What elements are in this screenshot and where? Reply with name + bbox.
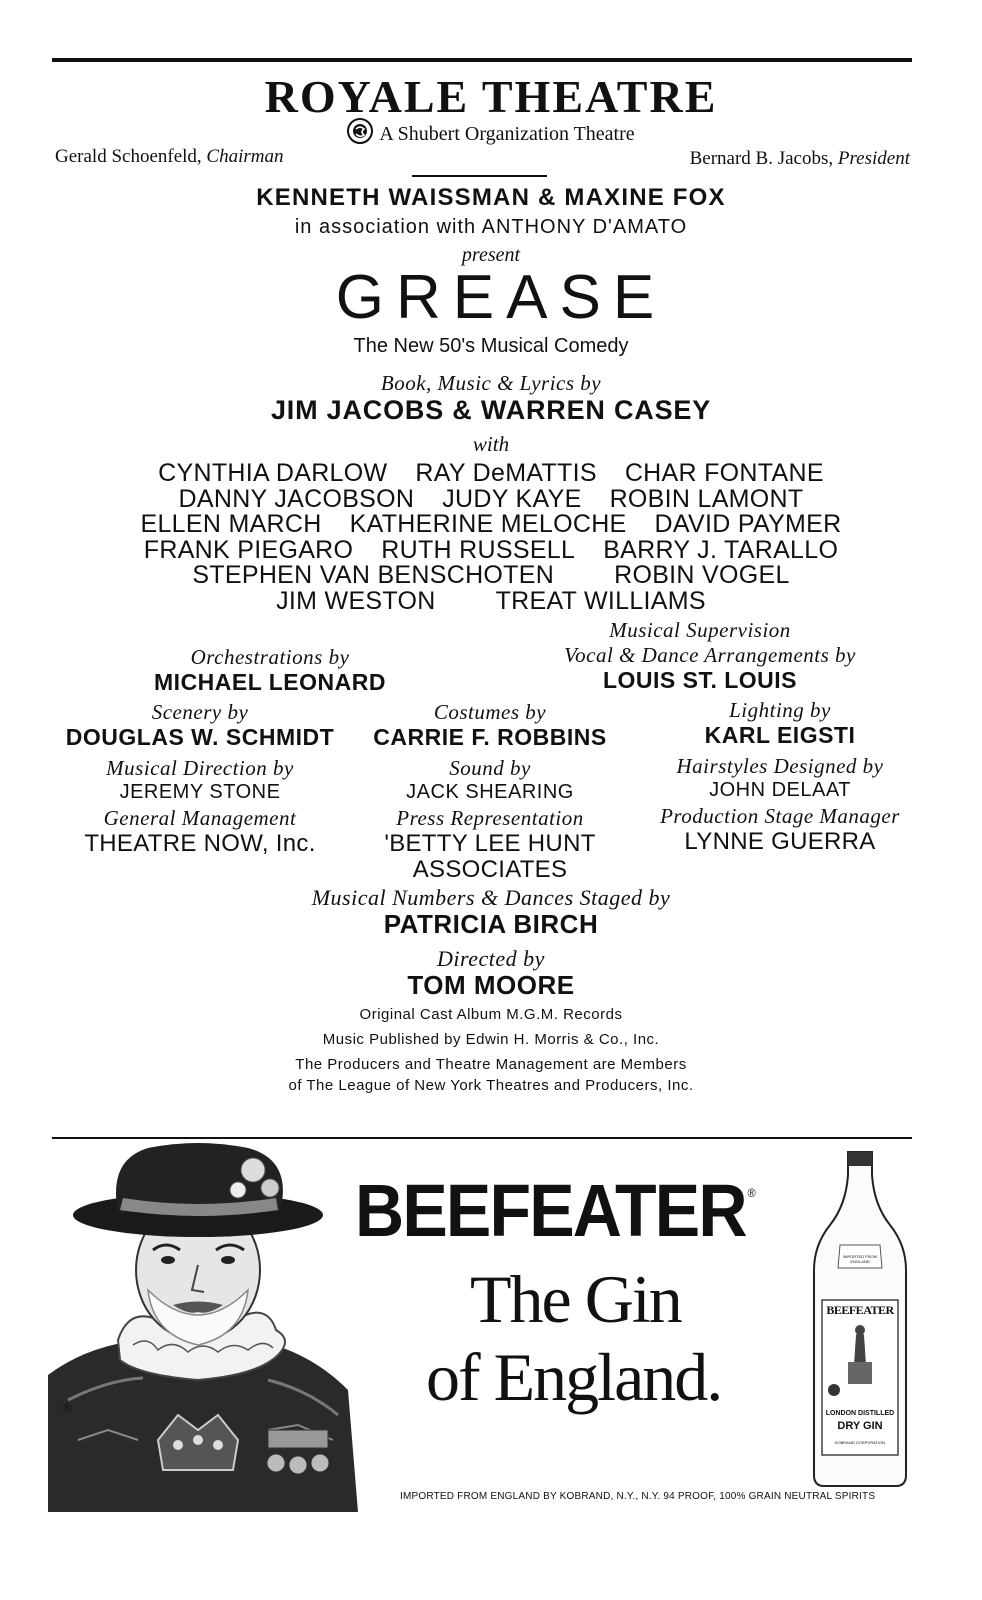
producers-names: KENNETH WAISSMAN & MAXINE FOX xyxy=(256,184,726,211)
general-management-name: THEATRE NOW, Inc. xyxy=(84,830,316,857)
musical-direction-name: JEREMY STONE xyxy=(119,781,281,803)
stage-manager-name: LYNNE GUERRA xyxy=(684,828,876,855)
cast-row xyxy=(0,561,982,590)
president-title: President xyxy=(837,148,910,169)
producers-association: in association with ANTHONY D'AMATO xyxy=(294,216,688,238)
cast-member: JIM WESTON xyxy=(276,587,436,615)
cast-member: BARRY J. TARALLO xyxy=(603,536,839,564)
beefeater-guard-illustration xyxy=(48,1140,368,1512)
with-label: with xyxy=(472,432,510,456)
hairstyles-name: JOHN DELAAT xyxy=(709,779,851,801)
ad-brand-text: BEEFEATER xyxy=(355,1169,746,1252)
present-label: present xyxy=(461,244,521,266)
cast-member: RAY DeMATTIS xyxy=(415,459,597,487)
musical-supervision-label: Musical Supervision xyxy=(609,618,791,642)
ad-divider xyxy=(52,1137,912,1139)
press-label: Press Representation xyxy=(396,806,584,830)
president-credit xyxy=(690,148,910,170)
show-title: GREASE xyxy=(335,263,667,332)
cast-member: TREAT WILLIAMS xyxy=(495,587,706,615)
organization-line xyxy=(0,118,982,146)
scenery-name: DOUGLAS W. SCHMIDT xyxy=(65,724,335,750)
bottle-label-line-1: LONDON DISTILLED xyxy=(825,1410,895,1417)
directed-name: TOM MOORE xyxy=(407,970,575,1000)
cast-member: JUDY KAYE xyxy=(442,485,582,513)
publisher-credit: Music Published by Edwin H. Morris & Co., Inc. xyxy=(322,1031,660,1048)
musical-direction-label: Musical Direction by xyxy=(106,756,294,780)
stage-manager-label: Production Stage Manager xyxy=(660,804,900,828)
cast-member: RUTH RUSSELL xyxy=(381,536,576,564)
gin-bottle xyxy=(810,1150,910,1490)
orchestrations-label: Orchestrations by xyxy=(190,645,350,669)
vocal-dance-label: Vocal & Dance Arrangements by xyxy=(564,643,856,667)
cast-member: ROBIN LAMONT xyxy=(609,485,804,513)
show-authors: JIM JACOBS & WARREN CASEY xyxy=(270,395,712,425)
bottle-label-line-3: KOBRAND CORPORATION xyxy=(834,1440,886,1445)
shubert-logo-icon xyxy=(347,118,373,144)
cast-row xyxy=(0,587,982,616)
ad-tagline-line-1: The Gin xyxy=(470,1261,681,1337)
costumes-label: Costumes by xyxy=(433,700,547,724)
sound-label: Sound by xyxy=(449,756,531,780)
corner-registered-mark: ® xyxy=(62,1400,72,1415)
hairstyles-label: Hairstyles Designed by xyxy=(676,754,884,778)
cast-member: KATHERINE MELOCHE xyxy=(349,510,627,538)
cast-member: STEPHEN VAN BENSCHOTEN xyxy=(192,561,555,589)
press-name-line-2: ASSOCIATES xyxy=(412,856,568,883)
ad-fine-print: IMPORTED FROM ENGLAND BY KOBRAND, N.Y., N.Y. 94 PROOF, 100% GRAIN NEUTRAL SPIRITS xyxy=(400,1491,876,1502)
general-management-label: General Management xyxy=(103,806,297,830)
dances-label: Musical Numbers & Dances Staged by xyxy=(311,885,671,910)
president-name: Bernard B. Jacobs, xyxy=(689,148,834,169)
ad-tagline-line-2: of England. xyxy=(426,1339,722,1415)
bottle-label-top: IMPORTED FROM ENGLAND xyxy=(843,1254,877,1264)
cast-member: CYNTHIA DARLOW xyxy=(158,459,388,487)
cast-member: CHAR FONTANE xyxy=(624,459,824,487)
top-rule xyxy=(52,58,912,62)
cast-member: ELLEN MARCH xyxy=(140,510,322,538)
orchestrations-name: MICHAEL LEONARD xyxy=(154,669,386,695)
directed-label: Directed by xyxy=(437,946,545,971)
chairman-credit xyxy=(55,146,284,168)
theatre-name: ROYALE THEATRE xyxy=(264,71,718,122)
book-label: Book, Music & Lyrics by xyxy=(380,371,602,395)
cast-member: FRANK PIEGARO xyxy=(143,536,354,564)
cast-member: ROBIN VOGEL xyxy=(614,561,790,589)
bottle-label-line-2: DRY GIN xyxy=(837,1420,883,1432)
cast-row xyxy=(0,459,982,488)
chairman-name: Gerald Schoenfeld, xyxy=(55,146,202,167)
league-line-1: The Producers and Theatre Management are Members xyxy=(295,1056,687,1073)
press-name-line-1: 'BETTY LEE HUNT xyxy=(384,830,596,857)
dances-name: PATRICIA BIRCH xyxy=(383,909,599,939)
beefeater-advertisement xyxy=(0,1140,982,1520)
cast-member: DANNY JACOBSON xyxy=(178,485,415,513)
ad-brand xyxy=(355,1168,754,1253)
album-credit: Original Cast Album M.G.M. Records xyxy=(359,1006,623,1023)
chairman-title: Chairman xyxy=(206,146,284,167)
scenery-label: Scenery by xyxy=(151,700,249,724)
lighting-label: Lighting by xyxy=(729,698,831,722)
vocal-dance-name: LOUIS ST. LOUIS xyxy=(602,667,798,693)
cast-row xyxy=(0,510,982,539)
cast-member: DAVID PAYMER xyxy=(654,510,842,538)
organization-text: A Shubert Organization Theatre xyxy=(379,123,635,145)
header-divider xyxy=(412,175,547,177)
show-subtitle: The New 50's Musical Comedy xyxy=(353,335,629,357)
ad-registered-mark: ® xyxy=(747,1186,754,1200)
lighting-name: KARL EIGSTI xyxy=(704,722,856,748)
bottle-outline-icon xyxy=(810,1150,910,1490)
sound-name: JACK SHEARING xyxy=(406,781,574,803)
bottle-brand: BEEFEATER xyxy=(826,1303,894,1317)
league-line-2: of The League of New York Theatres and Producers, Inc. xyxy=(288,1077,694,1094)
costumes-name: CARRIE F. ROBBINS xyxy=(373,724,607,750)
